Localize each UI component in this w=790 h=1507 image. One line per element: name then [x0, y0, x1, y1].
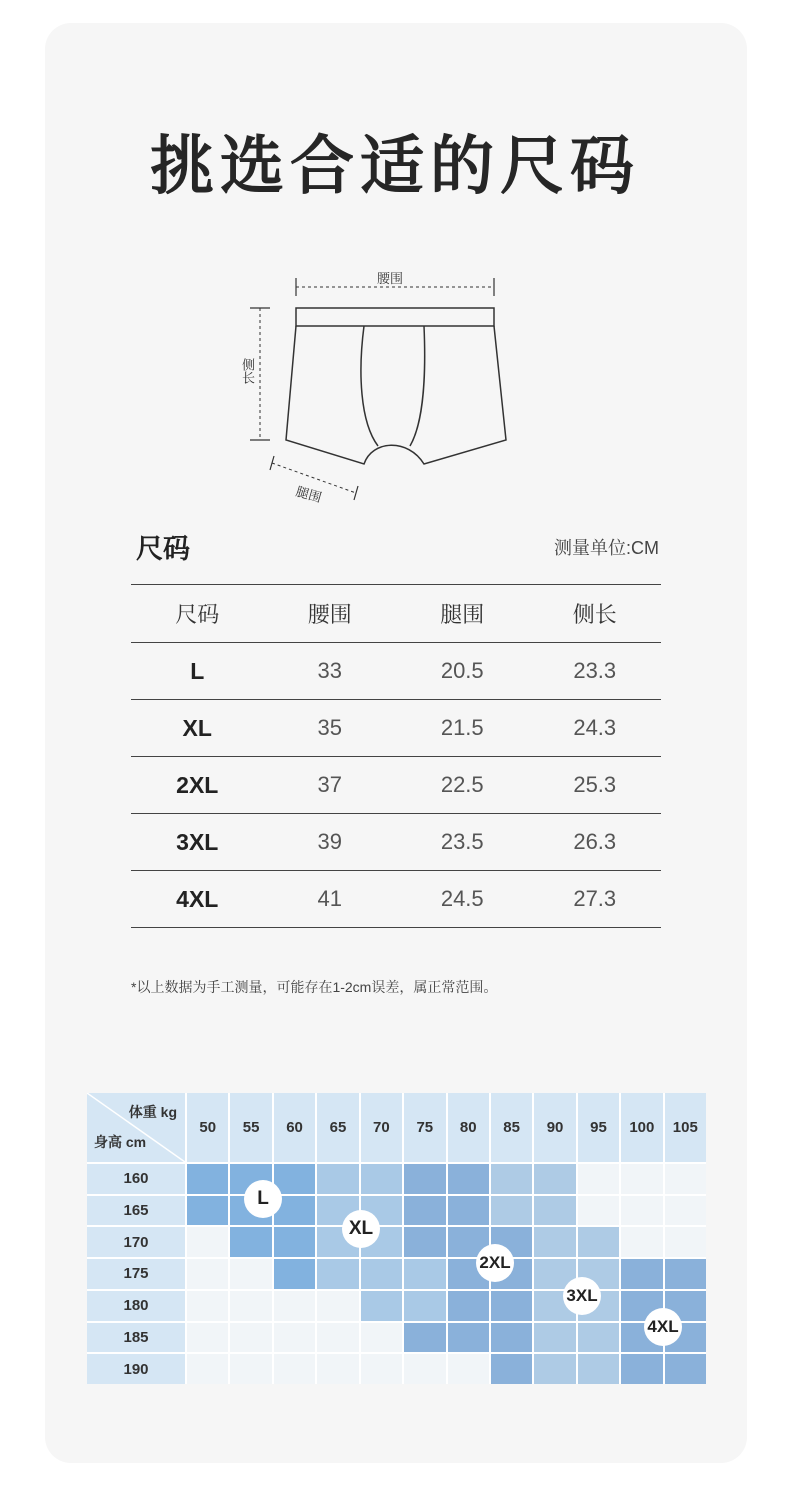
grid-cell [187, 1323, 228, 1353]
grid-cell [404, 1227, 445, 1257]
side-length-label: 侧长 [240, 358, 255, 384]
height-header-cell: 175 [87, 1259, 185, 1289]
waist-cell: 39 [264, 814, 397, 871]
grid-cell [578, 1196, 619, 1226]
grid-cell [317, 1323, 358, 1353]
grid-cell [317, 1164, 358, 1194]
size-badge-l: L [244, 1180, 282, 1218]
grid-cell [491, 1196, 532, 1226]
grid-cell [491, 1164, 532, 1194]
grid-cell [404, 1354, 445, 1384]
grid-cell [230, 1291, 271, 1321]
weight-header-cell: 60 [274, 1093, 315, 1162]
grid-cell [187, 1227, 228, 1257]
table-row [131, 700, 661, 757]
grid-cell [274, 1227, 315, 1257]
grid-cell [187, 1259, 228, 1289]
weight-header-cell: 80 [448, 1093, 489, 1162]
side-length-cell: 23.3 [529, 643, 662, 700]
header-size: 尺码 [131, 585, 264, 643]
weight-header-cell: 100 [621, 1093, 662, 1162]
grid-cell [534, 1227, 575, 1257]
grid-cell [621, 1227, 662, 1257]
grid-cell [491, 1323, 532, 1353]
grid-cell [274, 1259, 315, 1289]
grid-cell [621, 1354, 662, 1384]
grid-cell [361, 1259, 402, 1289]
height-weight-chart [87, 1093, 706, 1384]
grid-cell [187, 1354, 228, 1384]
weight-axis-label: 体重 kg [128, 1104, 177, 1120]
grid-cell [361, 1291, 402, 1321]
side-length-cell: 26.3 [529, 814, 662, 871]
grid-cell [404, 1323, 445, 1353]
grid-cell [448, 1196, 489, 1226]
grid-cell [665, 1164, 706, 1194]
grid-cell [404, 1259, 445, 1289]
grid-cell [187, 1291, 228, 1321]
grid-cell [578, 1227, 619, 1257]
underwear-diagram [230, 262, 530, 522]
header-thigh: 腿围 [396, 585, 529, 643]
weight-header-cell: 90 [534, 1093, 575, 1162]
grid-cell [621, 1196, 662, 1226]
weight-header-cell: 85 [491, 1093, 532, 1162]
grid-cell [230, 1227, 271, 1257]
grid-cell [230, 1323, 271, 1353]
table-header-row [131, 585, 661, 643]
grid-cell [274, 1291, 315, 1321]
grid-cell [665, 1196, 706, 1226]
size-badge-xl: XL [342, 1210, 380, 1248]
grid-cell [404, 1291, 445, 1321]
grid-cell [665, 1227, 706, 1257]
grid-cell [448, 1291, 489, 1321]
header-waist: 腰围 [264, 585, 397, 643]
weight-header-cell: 70 [361, 1093, 402, 1162]
grid-cell [361, 1164, 402, 1194]
size-badge-3xl: 3XL [563, 1277, 601, 1315]
height-header-cell: 165 [87, 1196, 185, 1226]
grid-cell [534, 1354, 575, 1384]
grid-cell [578, 1323, 619, 1353]
header-side-length: 侧长 [529, 585, 662, 643]
thigh-cell: 21.5 [396, 700, 529, 757]
side-length-cell: 25.3 [529, 757, 662, 814]
weight-header-cell: 55 [230, 1093, 271, 1162]
thigh-label: 腿围 [294, 483, 324, 506]
grid-cell [274, 1164, 315, 1194]
height-weight-grid [87, 1093, 706, 1384]
grid-cell [187, 1164, 228, 1194]
waist-cell: 37 [264, 757, 397, 814]
height-header-cell: 190 [87, 1354, 185, 1384]
grid-cell [274, 1323, 315, 1353]
grid-cell [361, 1323, 402, 1353]
table-row [131, 643, 661, 700]
side-length-cell: 24.3 [529, 700, 662, 757]
grid-cell [448, 1164, 489, 1194]
grid-cell [534, 1196, 575, 1226]
grid-cell [578, 1354, 619, 1384]
thigh-cell: 20.5 [396, 643, 529, 700]
table-row [131, 814, 661, 871]
measurement-note: *以上数据为手工测量，可能存在1-2cm误差，属正常范围。 [131, 979, 498, 995]
measurement-unit: 测量单位:CM [554, 538, 659, 558]
grid-cell [578, 1164, 619, 1194]
grid-cell [230, 1259, 271, 1289]
boxer-outline-icon [230, 262, 530, 522]
table-row [131, 757, 661, 814]
thigh-cell: 23.5 [396, 814, 529, 871]
grid-cell [491, 1291, 532, 1321]
grid-cell [317, 1291, 358, 1321]
waist-cell: 33 [264, 643, 397, 700]
grid-cell [404, 1164, 445, 1194]
grid-corner [87, 1093, 185, 1162]
size-badge-2xl: 2XL [476, 1244, 514, 1282]
size-cell: 3XL [131, 814, 264, 871]
grid-cell [534, 1323, 575, 1353]
grid-cell [274, 1354, 315, 1384]
size-cell: L [131, 643, 264, 700]
page-title: 挑选合适的尺码 [150, 130, 640, 202]
grid-cell [621, 1164, 662, 1194]
weight-header-cell: 65 [317, 1093, 358, 1162]
thigh-cell: 22.5 [396, 757, 529, 814]
height-header-cell: 180 [87, 1291, 185, 1321]
grid-cell [361, 1354, 402, 1384]
size-badge-4xl: 4XL [644, 1308, 682, 1346]
waist-cell: 41 [264, 871, 397, 928]
size-cell: 4XL [131, 871, 264, 928]
weight-header-cell: 105 [665, 1093, 706, 1162]
grid-cell [491, 1354, 532, 1384]
grid-cell [621, 1259, 662, 1289]
weight-header-cell: 95 [578, 1093, 619, 1162]
size-table [131, 584, 661, 928]
grid-cell [665, 1259, 706, 1289]
side-length-cell: 27.3 [529, 871, 662, 928]
waist-label: 腰围 [377, 271, 404, 286]
grid-cell [448, 1354, 489, 1384]
waist-cell: 35 [264, 700, 397, 757]
height-header-cell: 170 [87, 1227, 185, 1257]
grid-cell [230, 1354, 271, 1384]
grid-cell [187, 1196, 228, 1226]
weight-header-cell: 75 [404, 1093, 445, 1162]
height-header-cell: 185 [87, 1323, 185, 1353]
grid-cell [317, 1354, 358, 1384]
grid-cell [448, 1323, 489, 1353]
size-cell: XL [131, 700, 264, 757]
height-header-cell: 160 [87, 1164, 185, 1194]
grid-cell [534, 1164, 575, 1194]
grid-cell [665, 1354, 706, 1384]
weight-header-cell: 50 [187, 1093, 228, 1162]
size-section-title: 尺码 [136, 534, 190, 564]
size-cell: 2XL [131, 757, 264, 814]
thigh-cell: 24.5 [396, 871, 529, 928]
table-row [131, 871, 661, 928]
grid-cell [404, 1196, 445, 1226]
grid-cell [317, 1259, 358, 1289]
height-axis-label: 身高 cm [94, 1134, 147, 1150]
